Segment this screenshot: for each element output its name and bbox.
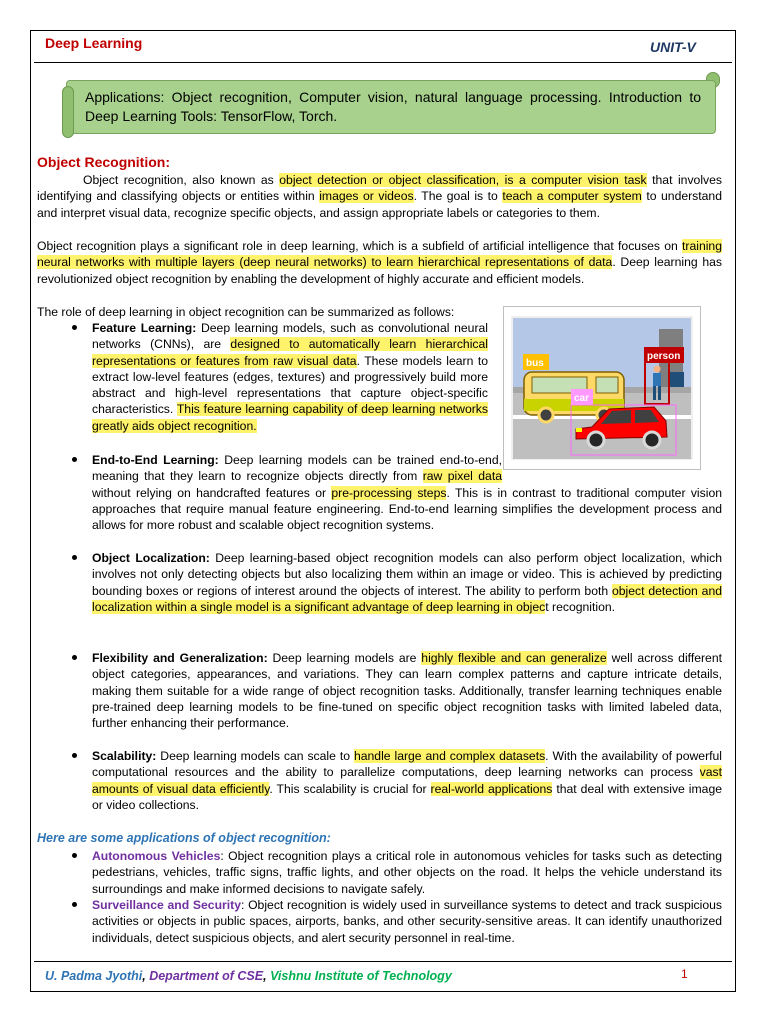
- object-detection-figure: [503, 306, 701, 470]
- scroll-curl-left: [62, 86, 74, 138]
- role-paragraph: Object recognition plays a significant role in deep learning, which is a subfield of artificial intelligence that focuses on training neural networks with multiple layers (deep neural networks) to learn hierarchical representations of data. Deep learning has revolutionized object recognition by enabling the development of highly accurate and efficient models.: [37, 239, 722, 286]
- car-label: car: [574, 393, 590, 404]
- bullet-end-to-end-learning: End-to-End Learning: Deep learning models can be trained end-to-end, meaning that they learn to recognize objects directly from raw pixel data without relying on handcrafted features or pre-processing steps. This is in contrast to traditional computer vision approaches that require manual feature engineering. End-to-end learning simplifies the development process and allows for more robust and scalable object recognition systems.: [92, 453, 722, 533]
- bullet-object-localization: Object Localization: Deep learning-based object recognition models can also perform object localization, which involves not only detecting objects but also localizing them within an image or video. This is achieved by predicting bounding boxes or regions of interest around the objects of interest. The ability to perform both object detection and localization within a single model is a significant advantage of deep learning in object recognition.: [92, 551, 722, 614]
- bullet-dot: [72, 753, 77, 758]
- bullet-scalability: Scalability: Deep learning models can scale to handle large and complex datasets. With the availability of powerful computational resources and the ability to parallelize computations, deep learning networks can process vast amounts of visual data efficiently. This scalability is crucial for real-world applications that deal with extensive image or video collections.: [92, 749, 723, 812]
- footer-author: U. Padma Jyothi, Department of CSE, Vishnu Institute of Technology: [45, 969, 452, 983]
- section-title: Object Recognition:: [37, 154, 170, 170]
- header-divider: [34, 62, 732, 63]
- bullet-dot: [72, 853, 77, 858]
- header-unit: UNIT-V: [650, 39, 696, 55]
- page-number: 1: [681, 967, 688, 981]
- applications-heading: Here are some applications of object recognition:: [37, 831, 331, 845]
- summary-intro: The role of deep learning in object recognition can be summarized as follows:: [37, 305, 455, 319]
- bullet-dot: [72, 902, 77, 907]
- bullet-flexibility-generalization: Flexibility and Generalization: Deep learning models are highly flexible and can generalize well across different object categories, appearances, and variations. They can learn complex patterns and capture intricate details, making them suitable for a wide range of object recognition tasks. Additionally, transfer learning techniques enable pre-trained deep learning models to be fine-tuned on specific object recognition tasks with limited labeled data, further enhancing their performance.: [92, 651, 722, 731]
- bullet-feature-learning: Feature Learning: Deep learning models, such as convolutional neural networks (CNNs), are designed to automatically learn hierarchical representations or features from raw visual data. These models learn to extract low-level features (edges, textures) and progressively build more abstract and high-level representations that capture object-specific characteristics. This feature learning capability of deep learning networks greatly aids object recognition.: [92, 321, 489, 433]
- bullet-dot: [72, 555, 77, 560]
- footer-divider: [34, 961, 732, 962]
- bus-label: bus: [526, 358, 544, 369]
- bullet-dot: [72, 457, 77, 462]
- banner-text: Applications: Object recognition, Computer vision, natural language processing. Introduction to Deep Learning Tools: TensorFlow, Torch.: [85, 89, 701, 124]
- intro-paragraph: Object recognition, also known as object detection or object classification, is a computer vision task that involves identifying and classifying objects or entities within images or videos. The goal is to teach a computer system to understand and interpret visual data, recognize specific objects, and assign appropriate labels or categories to them.: [37, 173, 722, 220]
- person-label: person: [647, 351, 681, 362]
- bullet-dot: [72, 655, 77, 660]
- header-title: Deep Learning: [45, 35, 143, 51]
- app-surveillance-security: Surveillance and Security: Object recognition is widely used in surveillance systems to detect and track suspicious activities or objects in public spaces, airports, banks, and other security-sensitive areas. It can identify unauthorized individuals, detect suspicious objects, and alert security personnel in real-time.: [92, 898, 722, 945]
- bullet-dot: [72, 325, 77, 330]
- app-autonomous-vehicles: Autonomous Vehicles: Object recognition plays a critical role in autonomous vehicles for tasks such as detecting pedestrians, vehicles, traffic signs, traffic lights, and other objects on the road. It helps the vehicle understand its surroundings and make informed decisions to navigate safely.: [92, 849, 722, 896]
